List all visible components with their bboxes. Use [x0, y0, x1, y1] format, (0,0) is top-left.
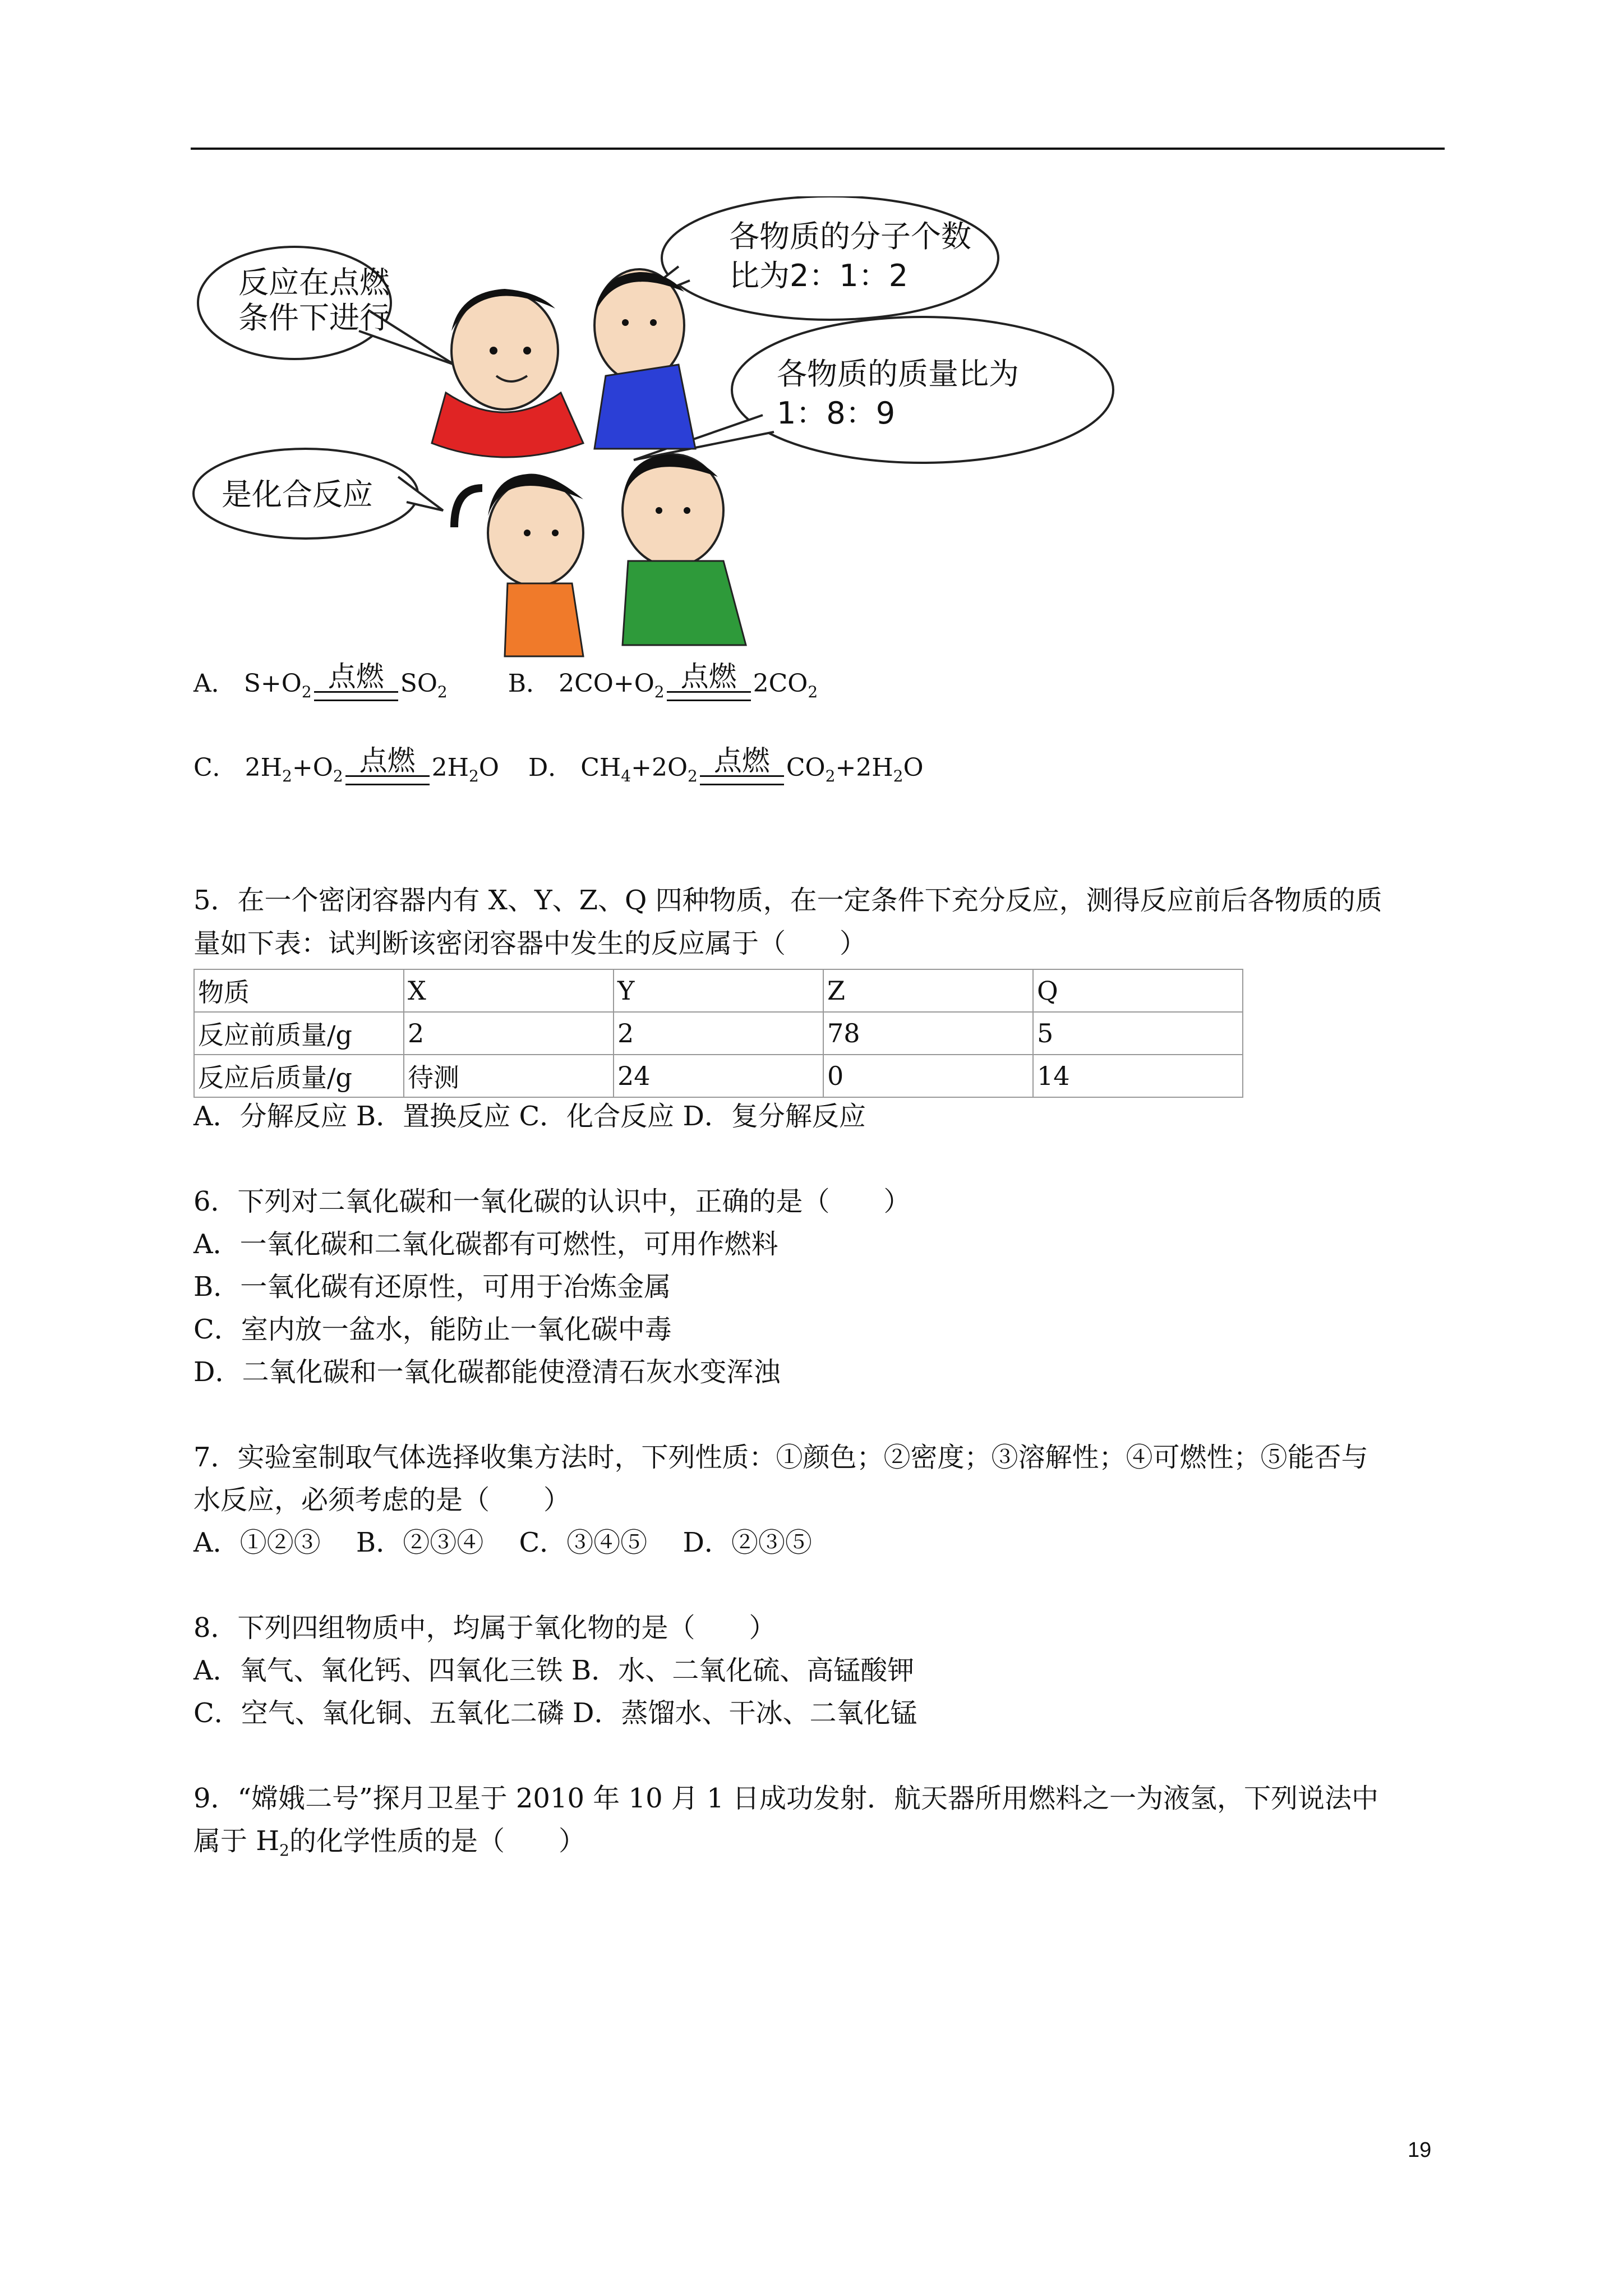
- q8-stem: 8．下列四组物质中，均属于氧化物的是（ ）: [193, 1612, 776, 1644]
- table-cell: 2: [614, 1012, 823, 1055]
- q9-stem-line2: 属于 $H_2$的化学性质的是（ ）: [193, 1825, 585, 1860]
- option-c-label[interactable]: C．: [193, 753, 237, 782]
- table-cell: 5: [1033, 1012, 1243, 1055]
- header-cell: Y: [614, 969, 823, 1012]
- table-cell: 78: [823, 1012, 1033, 1055]
- bubble-1-line1: 反应在点燃: [238, 265, 390, 300]
- header-cell: Z: [823, 969, 1033, 1012]
- bubble-3-line1: 各物质的质量比为: [777, 356, 1019, 392]
- header-rule: [191, 148, 1445, 150]
- table-cell: 24: [614, 1055, 823, 1097]
- speech-bubble-3: [634, 317, 1113, 463]
- bubble-3-line2: 1：8：9: [777, 395, 896, 431]
- q7-options: A．①②③ B．②③④ C．③④⑤ D．②③⑤: [193, 1527, 812, 1558]
- condition-mark: 点燃: [345, 746, 430, 793]
- table-cell: 反应后质量/g: [194, 1055, 404, 1097]
- cartoon-illustration: [191, 196, 1122, 668]
- option-b-label[interactable]: B．: [508, 669, 551, 698]
- option-b-equation: $2CO+O_2$ 点燃 $2CO_2$: [559, 669, 818, 698]
- q6-option-c[interactable]: C．室内放一盆水，能防止一氧化碳中毒: [193, 1314, 672, 1345]
- speech-bubble-2: [628, 196, 998, 320]
- table-row: [194, 1012, 1243, 1055]
- bubble-4-line1: 是化合反应: [222, 477, 373, 512]
- student-girl-orange: [454, 474, 583, 656]
- mass-table: [193, 969, 1243, 1098]
- table-cell: 反应前质量/g: [194, 1012, 404, 1055]
- header-cell: 物质: [194, 969, 404, 1012]
- q8-options-ab: A．氧气、氧化钙、四氧化三铁 B．水、二氧化硫、高锰酸钾: [193, 1655, 915, 1686]
- option-d-equation: $CH_4+2O_2$ 点燃 $CO_2+2H_2O$: [580, 753, 923, 782]
- q7-stem-line2: 水反应，必须考虑的是（ ）: [193, 1484, 571, 1516]
- page-number: 19: [1408, 2138, 1432, 2162]
- q4-options-ab: [193, 662, 818, 709]
- q7-stem-line1: 7．实验室制取气体选择收集方法时，下列性质：①颜色；②密度；③溶解性；④可燃性；⑤能否与: [193, 1442, 1368, 1473]
- bubble-2-line2: 比为2：1：2: [729, 258, 909, 293]
- table-cell: 0: [823, 1055, 1033, 1097]
- q5-stem-line1: 5．在一个密闭容器内有 X、Y、Z、Q 四种物质，在一定条件下充分反应，测得反应前后各物质的质: [193, 885, 1382, 916]
- table-cell: 2: [404, 1012, 614, 1055]
- header-cell: Q: [1033, 969, 1243, 1012]
- table-cell: 14: [1033, 1055, 1243, 1097]
- option-c-equation: $2H_2+O_2$ 点燃 $2H_2O$: [245, 753, 499, 782]
- student-man-blue: [594, 269, 695, 449]
- q6-option-d[interactable]: D．二氧化碳和一氧化碳都能使澄清石灰水变浑浊: [193, 1356, 781, 1388]
- q5-stem-line2: 量如下表：试判断该密闭容器中发生的反应属于（ ）: [193, 928, 867, 959]
- bubble-2-line1: 各物质的分子个数: [729, 219, 971, 254]
- bubble-1-line2: 条件下进行: [238, 300, 390, 335]
- speech-bubble-1: [198, 247, 454, 365]
- q9-stem-line1: 9．“嫦娥二号”探月卫星于 2010 年 10 月 1 日成功发射．航天器所用燃料之一为液氢，下列说法中: [193, 1783, 1378, 1814]
- q8-options-cd: C．空气、氧化铜、五氧化二磷 D．蒸馏水、干冰、二氧化锰: [193, 1697, 917, 1729]
- option-d-label[interactable]: D．: [528, 753, 573, 782]
- student-boy-red: [432, 289, 583, 457]
- table-cell: 待测: [404, 1055, 614, 1097]
- student-boy-green: [623, 454, 746, 645]
- condition-mark: 点燃: [667, 662, 751, 709]
- q6-option-a[interactable]: A．一氧化碳和二氧化碳都有可燃性，可用作燃料: [193, 1228, 778, 1260]
- speech-bubble-4: [193, 449, 443, 539]
- q4-options-cd: [193, 746, 924, 793]
- condition-mark: 点燃: [314, 662, 398, 709]
- header-cell: X: [404, 969, 614, 1012]
- table-header-row: [194, 969, 1243, 1012]
- option-a-equation: $S+O_2$ 点燃 $SO_2$: [244, 669, 448, 698]
- condition-mark: 点燃: [700, 746, 784, 793]
- table-row: [194, 1055, 1243, 1097]
- q6-stem: 6．下列对二氧化碳和一氧化碳的认识中，正确的是（ ）: [193, 1186, 911, 1217]
- option-a-label[interactable]: A．: [193, 669, 236, 698]
- q5-options: A．分解反应 B．置换反应 C．化合反应 D．复分解反应: [193, 1101, 866, 1132]
- q6-option-b[interactable]: B．一氧化碳有还原性，可用于冶炼金属: [193, 1271, 671, 1303]
